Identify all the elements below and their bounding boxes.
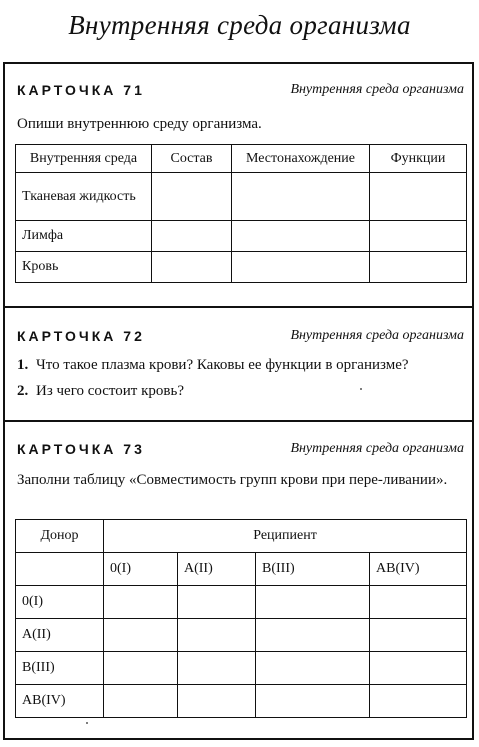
row-label: Кровь (16, 252, 152, 283)
column-header: Функции (370, 145, 467, 173)
question-list (17, 355, 464, 407)
answer-cell[interactable] (104, 586, 178, 619)
recipient-group: B(III) (256, 553, 370, 586)
answer-cell[interactable] (152, 252, 232, 283)
answer-cell[interactable] (178, 685, 256, 718)
card-72 (5, 306, 472, 420)
answer-cell[interactable] (256, 619, 370, 652)
card-header (17, 328, 464, 348)
card-topic: Внутренняя среда организма (290, 441, 464, 456)
recipient-group: AB(IV) (370, 553, 467, 586)
answer-cell[interactable] (104, 685, 178, 718)
recipient-group: A(II) (178, 553, 256, 586)
answer-cell[interactable] (370, 221, 467, 252)
table-header-row (16, 520, 467, 553)
print-speck (86, 722, 88, 724)
answer-cell[interactable] (256, 652, 370, 685)
answer-cell[interactable] (370, 173, 467, 221)
donor-group: 0(I) (16, 586, 104, 619)
card-topic: Внутренняя среда организма (290, 82, 464, 97)
card-73 (5, 420, 472, 740)
table-row (16, 685, 467, 718)
answer-cell[interactable] (152, 173, 232, 221)
answer-cell[interactable] (178, 652, 256, 685)
answer-cell[interactable] (104, 652, 178, 685)
donor-header: Донор (16, 520, 104, 553)
answer-cell[interactable] (370, 619, 467, 652)
question-text: Что такое плазма крови? Каковы ее функции в организме? (36, 357, 409, 373)
answer-cell[interactable] (232, 173, 370, 221)
column-header: Внутренняя среда (16, 145, 152, 173)
recipient-group: 0(I) (104, 553, 178, 586)
table-row (16, 173, 467, 221)
question (17, 355, 464, 381)
donor-group: A(II) (16, 619, 104, 652)
table-row (16, 619, 467, 652)
empty-cell (16, 553, 104, 586)
question-number: 2. (17, 383, 29, 399)
print-speck (360, 388, 362, 390)
card-task: Опиши внутреннюю среду организма. (17, 116, 262, 132)
card-header (17, 82, 464, 102)
answer-cell[interactable] (256, 685, 370, 718)
question-number: 1. (17, 357, 29, 373)
internal-environment-table (15, 144, 467, 283)
table-row (16, 652, 467, 685)
column-header: Состав (152, 145, 232, 173)
card-number: КАРТОЧКА 72 (17, 328, 145, 344)
answer-cell[interactable] (152, 221, 232, 252)
answer-cell[interactable] (178, 619, 256, 652)
question-text: Из чего состоит кровь? (36, 383, 184, 399)
donor-group: B(III) (16, 652, 104, 685)
blood-compatibility-table (15, 519, 467, 718)
row-label: Лимфа (16, 221, 152, 252)
card-71 (5, 64, 472, 306)
card-header (17, 441, 464, 461)
table-header-row (16, 145, 467, 173)
table-row (16, 221, 467, 252)
answer-cell[interactable] (178, 586, 256, 619)
donor-group: AB(IV) (16, 685, 104, 718)
row-label: Тканевая жидкость (16, 173, 152, 221)
card-topic: Внутренняя среда организма (290, 328, 464, 343)
answer-cell[interactable] (370, 586, 467, 619)
answer-cell[interactable] (256, 586, 370, 619)
answer-cell[interactable] (232, 221, 370, 252)
answer-cell[interactable] (104, 619, 178, 652)
question (17, 381, 464, 407)
recipient-header: Реципиент (104, 520, 467, 553)
answer-cell[interactable] (370, 652, 467, 685)
table-row (16, 252, 467, 283)
card-task: Заполни таблицу «Совместимость групп крови при пере-ливании». (17, 472, 448, 488)
table-row (16, 586, 467, 619)
answer-cell[interactable] (232, 252, 370, 283)
cards-frame (3, 62, 474, 740)
table-subheader-row (16, 553, 467, 586)
answer-cell[interactable] (370, 252, 467, 283)
card-number: КАРТОЧКА 71 (17, 82, 145, 98)
answer-cell[interactable] (370, 685, 467, 718)
page-title: Внутренняя среда организма (68, 10, 411, 40)
column-header: Местонахождение (232, 145, 370, 173)
card-number: КАРТОЧКА 73 (17, 441, 145, 457)
